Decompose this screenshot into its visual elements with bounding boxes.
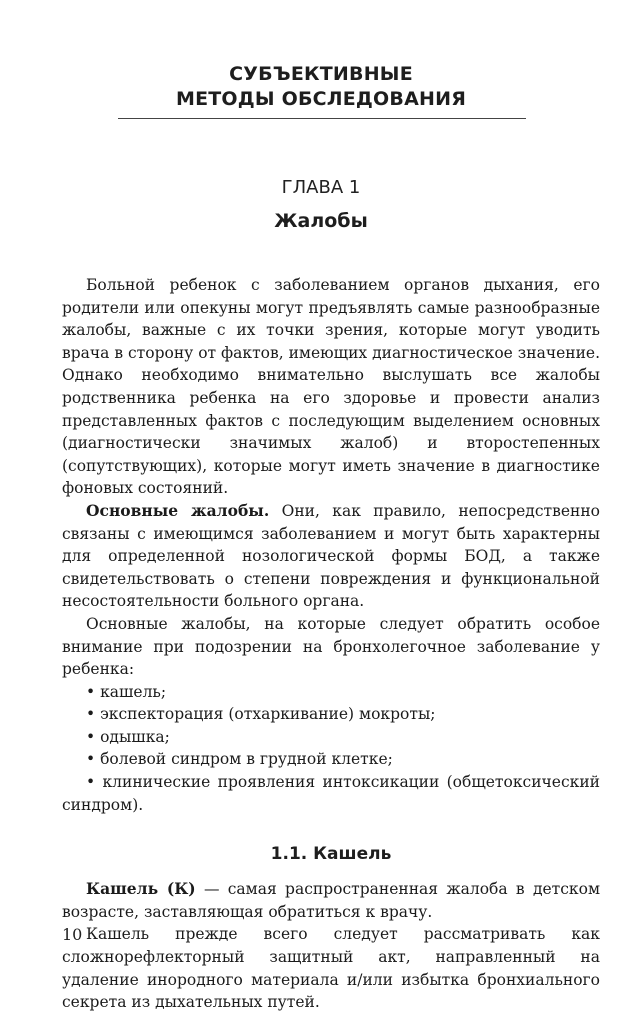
cough-paragraph: Кашель прежде всего следует рассматривать как сложнорефлекторный защитный акт, направленный на удаление инородного материала и/или избытка бронхиального секрета из дыхательных путей. (62, 925, 600, 1012)
section-title: 1.1. Кашель (270, 844, 392, 865)
main-complaints-text: Они, как правило, непосредственно связаны с имеющимся заболеванием и могут быть характерны для определенной нозологической формы БОД, а также свидетельствовать о степени повреждения и функциональной несостоятельности больного органа. (62, 501, 600, 611)
list-item: • экспекторация (отхаркивание) мокроты; (86, 705, 436, 724)
intro-paragraph: Больной ребенок с заболеванием органов дыхания, его родители или опекуны могут предъявлять самые разнообразные жалобы, важные с их точки зрения, которые могут уводить врача в сторону от фактов, имеющих диагностическое значение. Однако необходимо внимательно выслушать все жалобы родственника ребенка на его здоровье и провести анализ представленных фактов с последующим выделением основных (диагностически значимых жалоб) и второстепенных (сопутствующих), которые могут иметь значение в диагностике фоновых состояний. (62, 276, 600, 498)
part-title-line-2: МЕТОДЫ ОБСЛЕДОВАНИЯ (175, 88, 467, 110)
list-item: • одышка; (86, 727, 170, 746)
title-underline (118, 118, 526, 119)
page-number: 10 (62, 925, 83, 944)
cough-definition-paragraph (62, 878, 600, 923)
list-item: • клинические проявления интоксикации (общетоксический синдром). (62, 773, 600, 814)
body-text (62, 274, 600, 1014)
cough-definition: — самая распространенная жалоба в детском возрасте, заставляющая обратиться к врачу. (62, 880, 600, 921)
list-item: • кашель; (86, 682, 167, 701)
main-complaints-paragraph (62, 500, 600, 613)
list-item: • болевой синдром в грудной клетке; (86, 750, 393, 769)
main-complaints-term: Основные жалобы. (86, 500, 270, 520)
chapter-label: ГЛАВА 1 (281, 177, 361, 198)
cough-term: Кашель (К) (86, 879, 196, 899)
chapter-title: Жалобы (274, 210, 368, 232)
list-intro-paragraph: Основные жалобы, на которые следует обратить особое внимание при подозрении на бронхолегочное заболевание у ребенка: (62, 614, 600, 679)
part-title-line-1: СУБЪЕКТИВНЫЕ (229, 63, 413, 85)
part-title (0, 62, 642, 112)
complaints-list (62, 681, 600, 817)
